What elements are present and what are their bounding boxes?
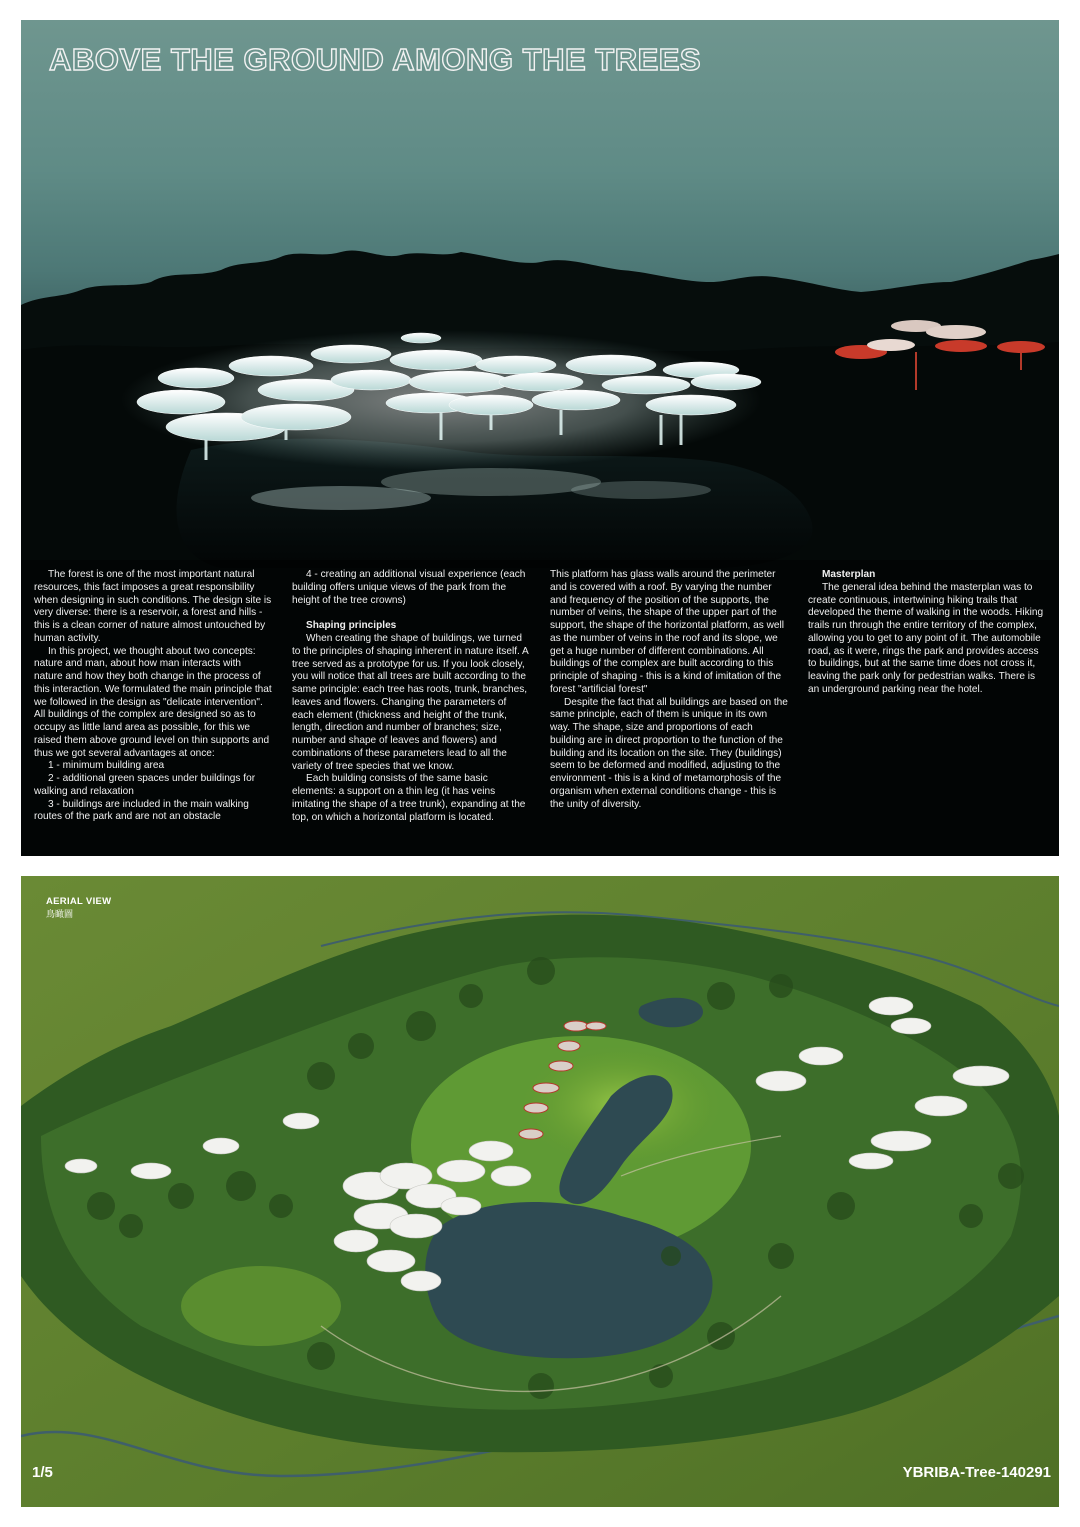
night-render-panel [21, 20, 1059, 856]
aerial-view-label: AERIAL VIEW [46, 896, 112, 907]
list-item: 4 - creating an additional visual experience (each building offers unique views of the park from the height of the tree crowns) [292, 569, 526, 606]
paragraph: When creating the shape of buildings, we turned to the principles of shaping inherent in nature itself. A tree served as a prototype for us. If you look closely, you will notice that all trees are built according to the same principle: each tree has roots, trunk, branches, leaves and flowers. Changing the parameters of each element (thickness and height of the trunk, length, direction and number of branches; size, number and shape of leaves and flowers) and combinations of these parameters lead to all the variety of tree species that we know. [292, 633, 529, 772]
section-heading: Masterplan [822, 569, 876, 580]
text-column-4 [808, 569, 1046, 697]
section-heading: Shaping principles [306, 620, 397, 632]
list-item: 1 - minimum building area [48, 760, 165, 772]
paragraph: Each building consists of the same basic elements: a support on a thin leg (it has veins imitating the shape of a tree trunk), expanding at the top, on which a horizontal platform is located. [292, 773, 526, 823]
aerial-view-panel [21, 876, 1059, 1507]
aerial-view-image [21, 876, 1059, 1507]
paragraph: In this project, we thought about two concepts: nature and man, about how man interacts with nature and how they both change in the process of this interaction. We formulated the main principle that we followed in the design as "delicate intervention". All buildings of the complex are designed so as to occupy as little land area as possible, for this we raised them above ground level on thin supports and thus we got several advantages at once: [34, 645, 272, 759]
aerial-view-label-cn: 鳥瞰圖 [46, 909, 74, 919]
text-column-3 [550, 569, 788, 811]
list-item: 2 - additional green spaces under buildings for walking and relaxation [34, 773, 256, 797]
list-item: 3 - buildings are included in the main walking routes of the park and are not an obstacle [34, 798, 249, 823]
page-title: ABOVE THE GROUND AMONG THE TREES [49, 42, 702, 77]
paragraph: This platform has glass walls around the perimeter and is covered with a roof. By varying the number and frequency of the position of the supports, the number of veins, the shape of the upper part of the support, the shape of the horizontal platform, as well as the number of veins in the roof and its slope, we get a huge number of different combinations. All buildings of the complex are built according to this principle of shaping - this is a kind of imitation of the forest "artificial forest" [550, 569, 784, 695]
paragraph: The general idea behind the masterplan was to create continuous, intertwining hiking trails that developed the theme of walking in the woods. Hiking trails run through the entire territory of the complex, allowing you to get to any point of it. The automobile road, as it were, rings the park and provides access to buildings, but at the same time does not cross it, leaving the park only for pedestrian walks. There is an underground parking near the hotel. [808, 581, 1044, 695]
text-column-1 [34, 569, 272, 824]
paragraph: The forest is one of the most important natural resources, this fact imposes a great responsibility when designing in such conditions. The design site is very diverse: there is a reservoir, a forest and hills - this is a clean corner of nature almost untouched by human activity. [34, 569, 272, 644]
page-number: 1/5 [32, 1464, 53, 1481]
project-code: YBRIBA-Tree-140291 [902, 1464, 1051, 1481]
description-text [21, 569, 1059, 856]
paragraph: Despite the fact that all buildings are based on the same principle, each of them is unique in its own way. The shape, size and proportions of each building are in direct proportion to the function of the building and its location on the site. They (buildings) seem to be deformed and modified, adjusting to the environment - this is a kind of metamorphosis of the organism when external conditions change - this is the unity of diversity. [550, 696, 788, 810]
text-column-2 [292, 569, 530, 824]
